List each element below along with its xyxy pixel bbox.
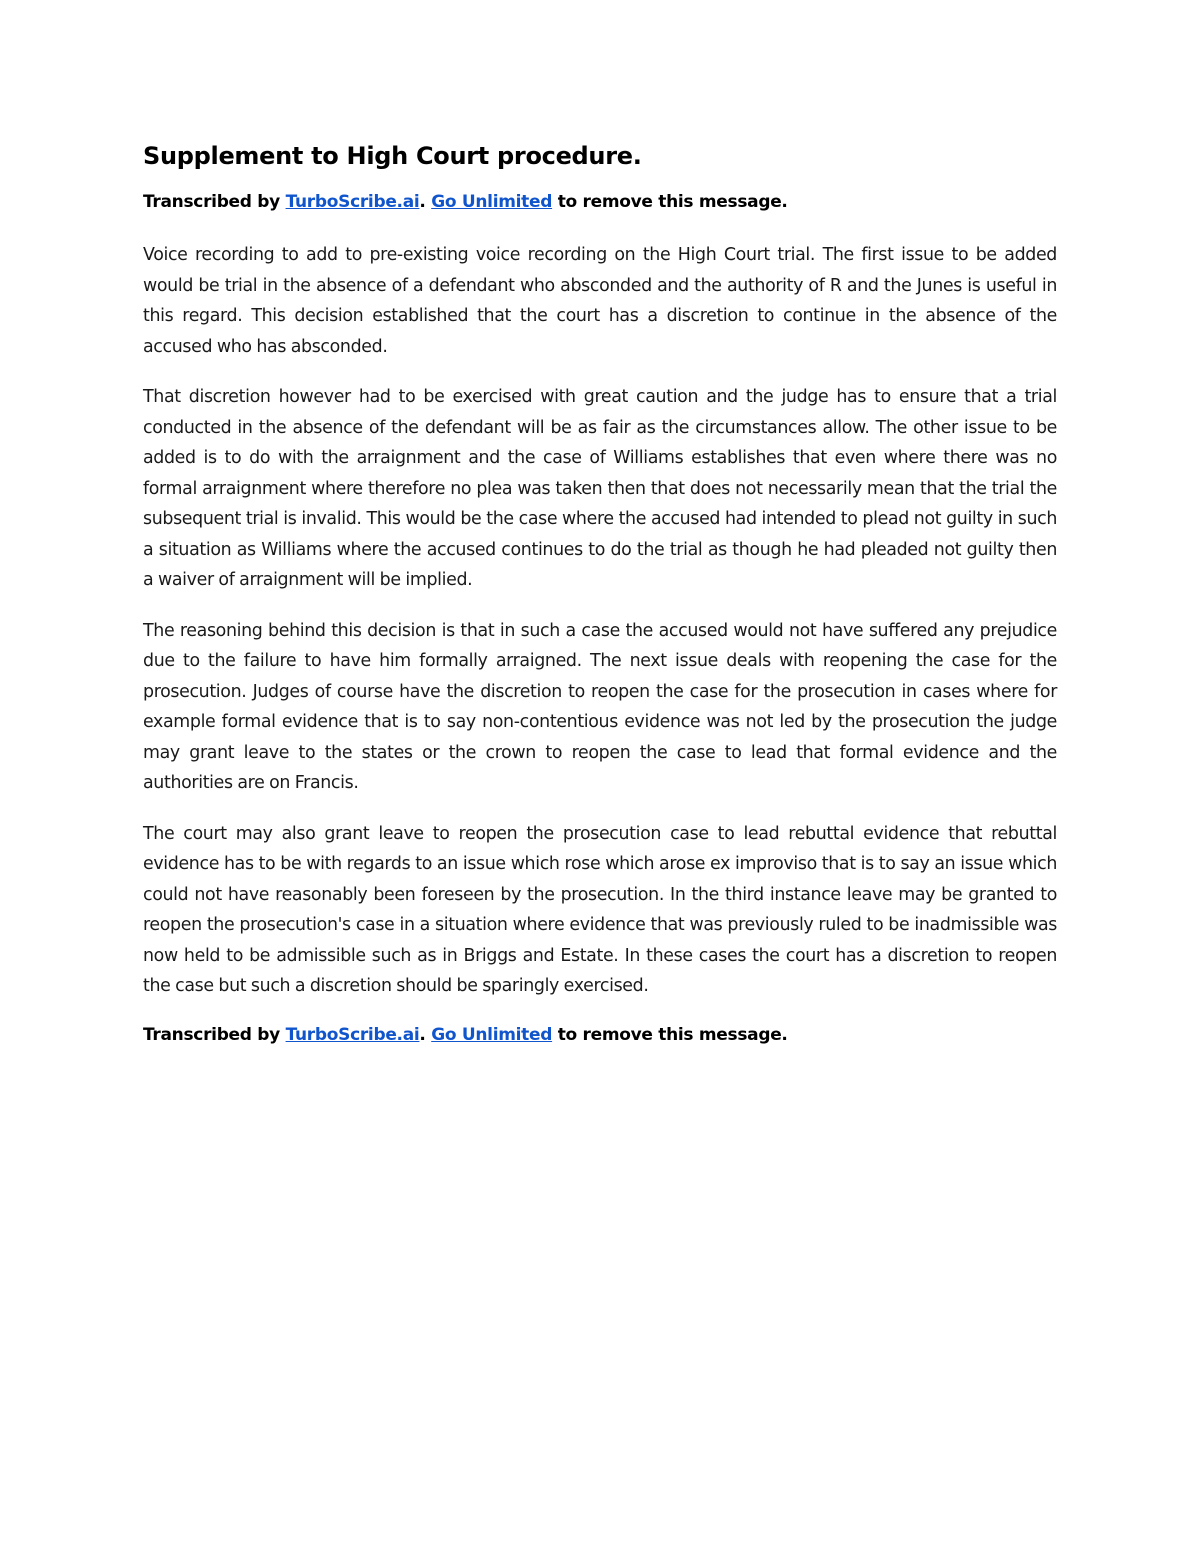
paragraph-1: Voice recording to add to pre-existing voice recording on the High Court trial. The first issue to be added would be trial in the absence of a defendant who absconded and the authority of R and the Junes is useful in this regard. This decision established that the court has a discretion to continue in the absence of the accused who has absconded. xyxy=(143,245,1057,357)
paragraph-4: The court may also grant leave to reopen the prosecution case to lead rebuttal evidence that rebuttal evidence has to be with regards to an issue which rose which arose ex improviso that is to say an issue which could not have reasonably been foreseen by the prosecution. In the third instance leave may be granted to reopen the prosecution's case in a situation where evidence that was previously ruled to be inadmissible was now held to be admissible such as in Briggs and Estate. In these cases the court has a discretion to reopen the case but such a discretion should be sparingly exercised. xyxy=(143,823,1057,996)
banner-prefix: Transcribed by xyxy=(143,192,286,212)
turboscribe-link[interactable]: TurboScribe.ai xyxy=(285,192,420,212)
paragraph-3: The reasoning behind this decision is that in such a case the accused would not have suffered any prejudice due to the failure to have him formally arraigned. The next issue deals with reopening the case for the prosecution. Judges of course have the discretion to reopen the case for the prosecution in cases where for example formal evidence that is to say non-contentious evidence was not led by the prosecution the judge may grant leave to the states or the crown to reopen the case to lead that formal evidence and the authorities are on Francis. xyxy=(143,620,1057,793)
banner-suffix: to remove this message. xyxy=(552,192,788,212)
banner-prefix: Transcribed by xyxy=(143,1024,286,1045)
banner-separator: . xyxy=(419,192,432,212)
transcription-banner-bottom xyxy=(143,1022,1057,1048)
page-title: Supplement to High Court procedure. xyxy=(143,142,642,170)
paragraph-2: That discretion however had to be exercised with great caution and the judge has to ensure that a trial conducted in the absence of the defendant will be as fair as the circumstances allow. The other issue to be added is to do with the arraignment and the case of Williams establishes that even where there was no formal arraignment where therefore no plea was taken then that does not necessarily mean that the trial the subsequent trial is invalid. This would be the case where the accused had intended to plead not guilty in such a situation as Williams where the accused continues to do the trial as though he had pleaded not guilty then a waiver of arraignment will be implied. xyxy=(143,387,1057,590)
banner-separator: . xyxy=(419,1024,432,1045)
go-unlimited-link[interactable]: Go Unlimited xyxy=(431,1024,553,1045)
transcription-banner-top xyxy=(143,189,1057,215)
banner-suffix: to remove this message. xyxy=(552,1024,788,1045)
document-page xyxy=(143,140,1057,1073)
go-unlimited-link[interactable]: Go Unlimited xyxy=(431,192,553,212)
turboscribe-link[interactable]: TurboScribe.ai xyxy=(285,1024,420,1045)
